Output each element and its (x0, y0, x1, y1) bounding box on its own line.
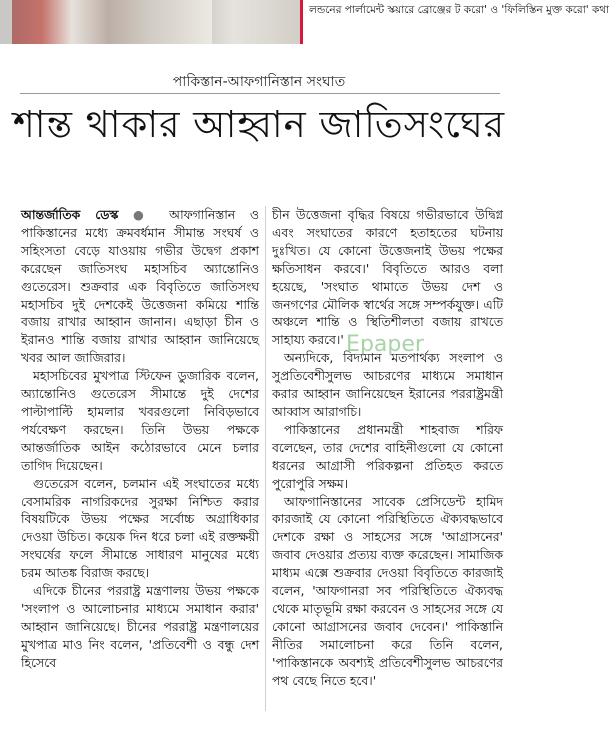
photo-caption: লন্ডনের পার্লামেন্ট স্কয়ারে ব্রোঞ্জের ট করো' ও 'ফিলিস্তিন মুক্ত করো' কথা (300, 0, 518, 44)
article-paragraph (21, 206, 259, 367)
top-photo (0, 0, 609, 44)
article-column-1 (21, 206, 259, 672)
article-paragraph: পাকিস্তানের প্রধানমন্ত্রী শাহবাজ শরিফ বলেছেন, তার দেশের বাহিনীগুলো যে কোনো ধরনের আগ্রাসী পরিকল্পনা প্রতিহত করতে পুরোপুরি সক্ষম। (272, 421, 503, 491)
watermark: Epaper (346, 332, 424, 357)
paragraph-text: আফগানিস্তান ও পাকিস্তানের মধ্যে ক্রমবর্ধমান সীমান্ত সংঘর্ষ ও সহিংসতা বেড়ে যাওয়ায় গভীর উদ্বেগ প্রকাশ করেছেন জাতিসংঘ মহাসচিব অ্যান্তোনিও গুতেরেস। শুক্রবার এক বিবৃতিতে জাতিসংঘ মহাসচিব দুই দেশকেই উত্তেজনা কমিয়ে শান্তি বজায় রাখার আহ্বান জানান। এছাড়া চীন ও ইরানও শান্তি বজায় রাখার আহ্বান জানিয়েছে খবর আল জাজিরার। (21, 207, 259, 366)
photo-image (12, 0, 212, 44)
article-paragraph: গুতেরেস বলেন, চলমান এই সংঘাতের মধ্যে বেসামরিক নাগরিকদের সুরক্ষা নিশ্চিত করার বিষয়টিকে উভয় পক্ষের সর্বোচ্চ অগ্রাধিকার দেওয়া উচিত। কয়েক দিন ধরে চলা এই রক্তক্ষয়ী সংঘর্ষের ফলে সীমান্তে সাধারণ মানুষের মধ্যে চরম আতঙ্ক বিরাজ করছে। (21, 475, 259, 581)
article-paragraph: মহাসচিবের মুখপাত্র স্টিফেন ডুজারিক বলেন, অ্যান্তোনিও গুতেরেস সীমান্তে দুই দেশের পাল্টাপাল্টি হামলার খবরগুলো নিবিড়ভাবে পর্যবেক্ষণ করছেন। তিনি উভয় পক্ষকে আন্তর্জাতিক আইন কঠোরভাবে মেনে চলার তাগিদ দিয়েছেন। (21, 368, 259, 473)
bullet-icon: ● (132, 207, 155, 222)
column-divider (265, 206, 266, 711)
byline: আন্তর্জাতিক ডেস্ক (21, 207, 119, 222)
article-paragraph: অন্যদিকে, বিদ্যমান মতপার্থক্য সংলাপ ও সুপ্রতিবেশীসুলভ আচরণের মাধ্যমে সমাধান করার আহ্বান জানিয়েছেন ইরানের পররাষ্ট্রমন্ত্রী আব্বাস আরাগচি। (272, 350, 503, 419)
kicker-divider (20, 93, 500, 94)
article-paragraph: আফগানিস্তানের সাবেক প্রেসিডেন্ট হামিদ কারজাই যে কোনো পরিস্থিতিতে ঐক্যবদ্ধভাবে দেশকে রক্ষা ও সাহসের সঙ্গে 'আগ্রাসনের' জবাব দেওয়ার প্রত্যয় ব্যক্ত করেছেন। সামাজিক মাধ্যম এক্সে শুক্রবার দেওয়া বিবৃতিতে কারজাই বলেন, 'আফগানরা সব পরিস্থিতিতে ঐক্যবদ্ধ থেকে মাতৃভূমি রক্ষা করবেন ও সাহসের সঙ্গে যে কোনো আগ্রাসনের জবাব দেবেন।' পাকিস্তানি নীতির সমালোচনা করে তিনি বলেন, 'পাকিস্তানকে অবশ্যই প্রতিবেশীসুলভ আচরণের পথ বেছে নিতে হবে।' (272, 493, 503, 688)
article-paragraph: চীন উত্তেজনা বৃদ্ধির বিষয়ে গভীরভাবে উদ্বিগ্ন এবং সংঘাতের কারণে হতাহতের ঘটনায় দুঃখিত। যে কোনো উত্তেজনাই উভয় পক্ষের ক্ষতিসাধন করবে।' বিবৃতিতে আরও বলা হয়েছে, 'সংঘাত থামাতে উভয় দেশ ও জনগণের মৌলিক স্বার্থের সঙ্গে সম্পর্কযুক্ত। এটি অঞ্চলে শান্তি ও স্থিতিশীলতা বজায় রাখতে সাহায্য করবে।' (272, 207, 503, 348)
article-paragraph: এদিকে চীনের পররাষ্ট্র মন্ত্রণালয় উভয় পক্ষকে 'সংলাপ ও আলোচনার মাধ্যমে সমাধান করার' আহ্বান জানিয়েছে। চীনের পররাষ্ট্র মন্ত্রণালয়ের মুখপাত্র মাও নিং বলেন, 'প্রতিবেশী ও বন্ধু দেশ হিসেবে (21, 583, 259, 670)
article-column-2 (272, 206, 503, 689)
kicker: পাকিস্তান-আফগানিস্তান সংঘাত (172, 74, 346, 90)
headline: শান্ত থাকার আহ্বান জাতিসংঘের (12, 103, 506, 146)
